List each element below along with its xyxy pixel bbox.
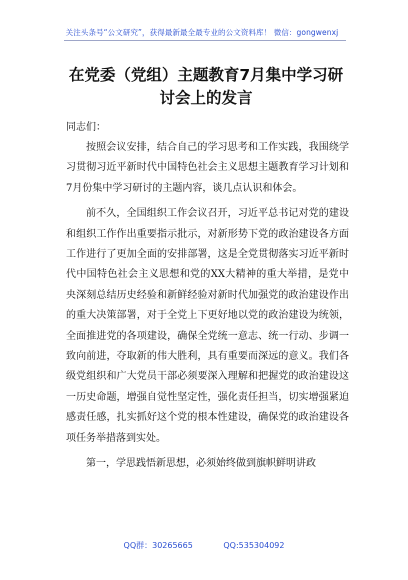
footer-qq[interactable]: QQ:535304092 <box>223 541 285 550</box>
paragraph-1: 按照会议安排，结合自己的学习思考和工作实践，我围绕学习贯彻习近平新时代中国特色社会主义思想主题教育学习计划和7月份集中学习研讨的主题内容，谈几点认识和体会。 <box>66 142 349 194</box>
header-banner[interactable]: 关注头条号“公文研究”，获得最新最全最专业的公文资料库！ 微信：gongwenxj <box>65 28 339 37</box>
greeting: 同志们： <box>66 122 106 133</box>
document-title-line-2: 讨会上的发言 <box>159 89 253 107</box>
footer <box>0 540 408 551</box>
header-divider <box>64 40 346 41</box>
document-title <box>56 64 356 110</box>
document-body <box>66 118 349 480</box>
footer-qq-group[interactable]: QQ群：30265665 <box>123 541 193 550</box>
paragraph-3: 第一，学思践悟新思想，必须始终做到旗帜鲜明讲政 <box>86 458 316 470</box>
paragraph-2: 前不久，全国组织工作会议召开，习近平总书记对党的建设和组织工作作出重要指示批示，对新形势下党的政治建设各方面工作进行了更加全面的安排部署，这是全党贯彻落实习近平新时代中国特色社会主义思想和党的XX大精神的重大举措，是党中央深刻总结历史经验和新鲜经验对新时代加强党的政治建设作出的重大决策部署，对于全党上下更好地以党的政治建设为统领，全面推进党的各项建设，确保全党统一意志、统一行动、步调一致向前进，夺取新的伟大胜利，具有重要而深远的意义。我们各级党组织和广大党员干部必须要深入理解和把握党的政治建设这一历史命题，增强自觉性坚定性，强化责任担当，切实增强紧迫感责任感，扎实抓好这个党的根本性建设，确保党的政治建设各项任务举措落到实处。 <box>66 208 349 444</box>
document-title-line-1: 在党委（党组）主题教育7月集中学习研 <box>68 66 344 84</box>
